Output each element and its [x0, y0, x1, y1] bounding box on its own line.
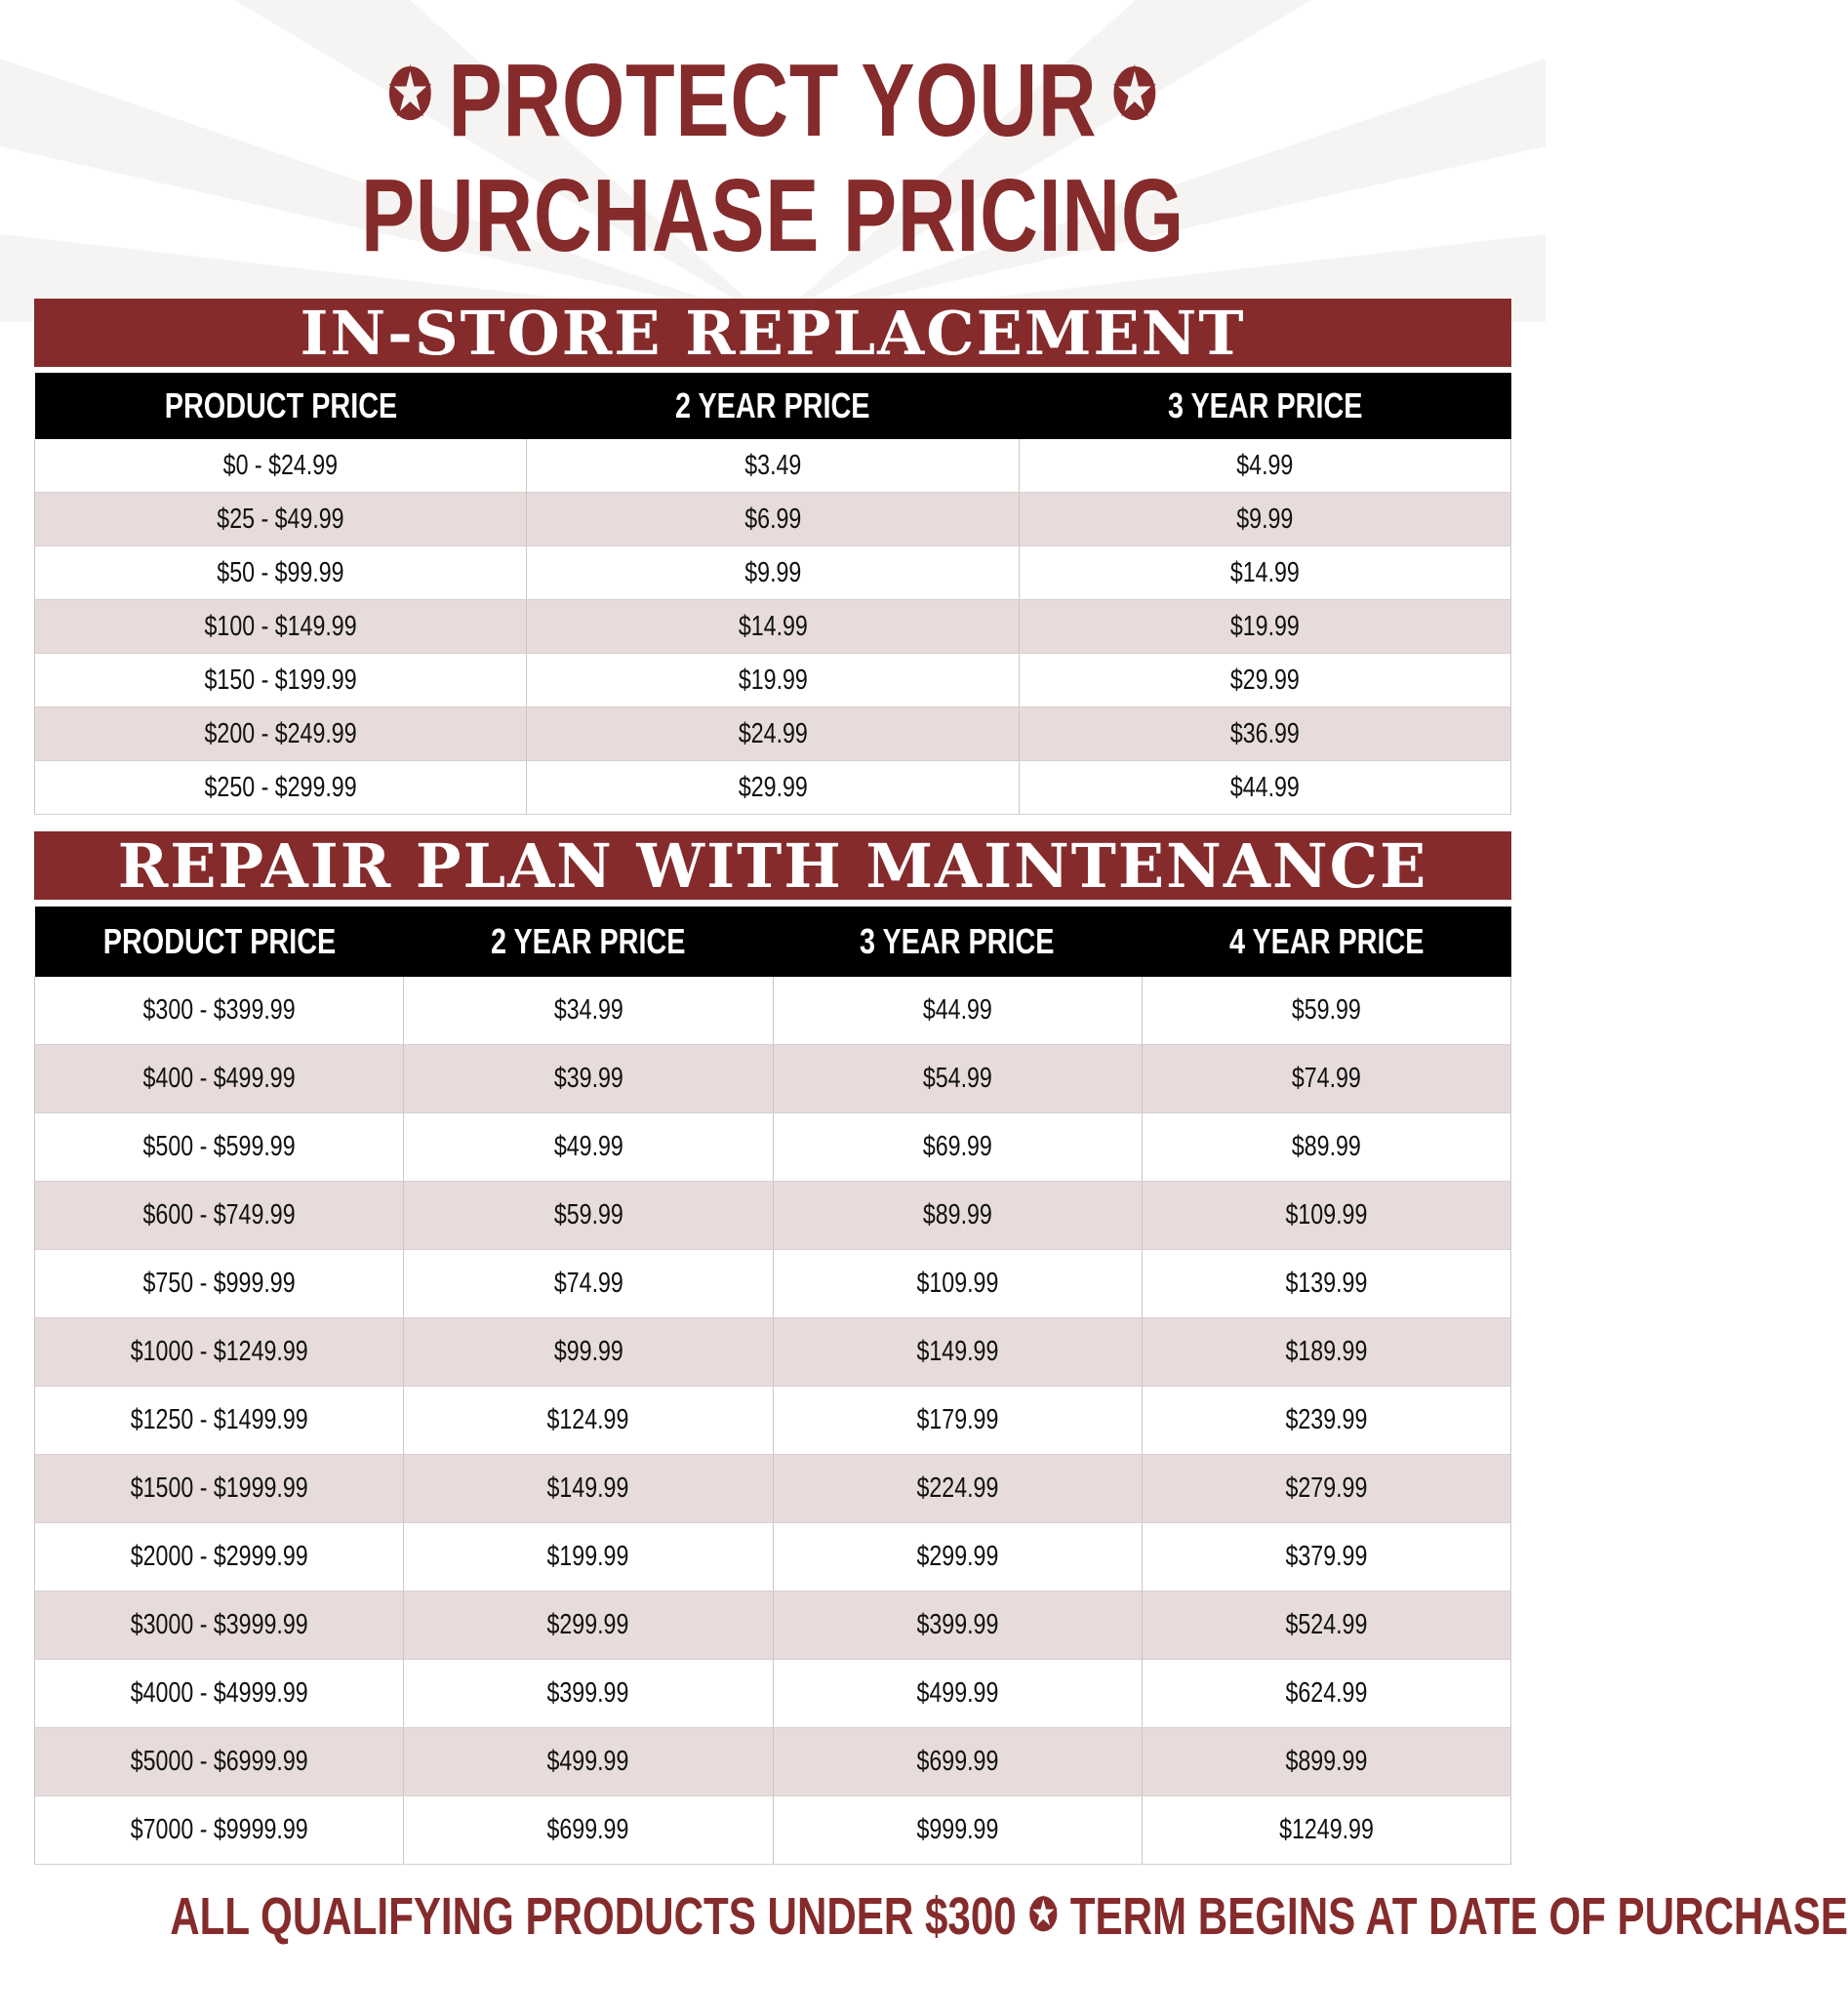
table-cell: $9.99 — [527, 546, 1019, 600]
table-cell: $699.99 — [773, 1728, 1142, 1796]
table-cell: $14.99 — [1019, 546, 1510, 600]
table-cell: $5000 - $6999.99 — [35, 1728, 404, 1796]
table-cell: $149.99 — [773, 1318, 1142, 1387]
table-cell: $74.99 — [1142, 1045, 1510, 1113]
table-row — [35, 1113, 1511, 1182]
column-header: PRODUCT PRICE — [35, 373, 527, 439]
table-header-row — [35, 373, 1511, 439]
in-store-replacement-table — [34, 373, 1511, 815]
table-cell: $89.99 — [1142, 1113, 1510, 1182]
table-row — [35, 546, 1511, 600]
table-cell: $14.99 — [527, 600, 1019, 654]
table-cell: $524.99 — [1142, 1592, 1510, 1660]
footer-note — [170, 1883, 1848, 1948]
table-cell: $29.99 — [1019, 654, 1510, 707]
table-cell: $150 - $199.99 — [35, 654, 527, 707]
table-cell: $299.99 — [773, 1523, 1142, 1592]
table-cell: $4.99 — [1019, 439, 1510, 493]
table-cell: $1250 - $1499.99 — [35, 1387, 404, 1455]
table-header-row — [35, 907, 1511, 977]
table-cell: $600 - $749.99 — [35, 1182, 404, 1250]
table-row — [35, 761, 1511, 815]
table-cell: $399.99 — [404, 1660, 773, 1728]
table-cell: $239.99 — [1142, 1387, 1510, 1455]
repair-plan-heading: REPAIR PLAN WITH MAINTENANCE — [34, 831, 1511, 900]
table-cell: $9.99 — [1019, 493, 1510, 546]
table-cell: $0 - $24.99 — [35, 439, 527, 493]
table-row — [35, 1387, 1511, 1455]
table-cell: $379.99 — [1142, 1523, 1510, 1592]
table-row — [35, 1592, 1511, 1660]
table-cell: $500 - $599.99 — [35, 1113, 404, 1182]
table-row — [35, 1796, 1511, 1865]
column-header: 3 YEAR PRICE — [773, 907, 1142, 977]
table-cell: $149.99 — [404, 1455, 773, 1523]
table-cell: $199.99 — [404, 1523, 773, 1592]
table-row — [35, 1045, 1511, 1113]
title-line-1 — [170, 37, 1376, 158]
table-row — [35, 707, 1511, 761]
column-header: 2 YEAR PRICE — [404, 907, 773, 977]
table-cell: $189.99 — [1142, 1318, 1510, 1387]
table-row — [35, 439, 1511, 493]
star-icon: ✪ — [387, 57, 434, 133]
table-cell: $59.99 — [404, 1182, 773, 1250]
table-cell: $4000 - $4999.99 — [35, 1660, 404, 1728]
table-row — [35, 600, 1511, 654]
table-cell: $24.99 — [527, 707, 1019, 761]
table-cell: $109.99 — [773, 1250, 1142, 1318]
table-cell: $139.99 — [1142, 1250, 1510, 1318]
table-cell: $6.99 — [527, 493, 1019, 546]
table-row — [35, 1455, 1511, 1523]
table-row — [35, 1182, 1511, 1250]
page-title — [170, 37, 1376, 273]
table-cell: $59.99 — [1142, 977, 1510, 1045]
table-cell: $224.99 — [773, 1455, 1142, 1523]
table-cell: $109.99 — [1142, 1182, 1510, 1250]
table-cell: $124.99 — [404, 1387, 773, 1455]
table-row — [35, 493, 1511, 546]
table-cell: $89.99 — [773, 1182, 1142, 1250]
table-cell: $3.49 — [527, 439, 1019, 493]
repair-plan-table — [34, 907, 1511, 1865]
table-cell: $100 - $149.99 — [35, 600, 527, 654]
table-cell: $400 - $499.99 — [35, 1045, 404, 1113]
footer-right-text: TERM BEGINS AT DATE OF PURCHASE — [1069, 1887, 1848, 1946]
table-cell: $299.99 — [404, 1592, 773, 1660]
table-cell: $50 - $99.99 — [35, 546, 527, 600]
table-cell: $44.99 — [1019, 761, 1510, 815]
table-cell: $3000 - $3999.99 — [35, 1592, 404, 1660]
table-cell: $279.99 — [1142, 1455, 1510, 1523]
table-row — [35, 654, 1511, 707]
table-cell: $250 - $299.99 — [35, 761, 527, 815]
table-cell: $36.99 — [1019, 707, 1510, 761]
table-row — [35, 977, 1511, 1045]
table-cell: $25 - $49.99 — [35, 493, 527, 546]
table-cell: $750 - $999.99 — [35, 1250, 404, 1318]
column-header: 2 YEAR PRICE — [527, 373, 1019, 439]
star-icon: ✪ — [1111, 57, 1158, 133]
table-cell: $19.99 — [527, 654, 1019, 707]
table-cell: $1249.99 — [1142, 1796, 1510, 1865]
table-row — [35, 1523, 1511, 1592]
table-cell: $499.99 — [404, 1728, 773, 1796]
table-cell: $49.99 — [404, 1113, 773, 1182]
table-cell: $1000 - $1249.99 — [35, 1318, 404, 1387]
column-header: PRODUCT PRICE — [35, 907, 404, 977]
table-row — [35, 1728, 1511, 1796]
table-cell: $2000 - $2999.99 — [35, 1523, 404, 1592]
table-cell: $69.99 — [773, 1113, 1142, 1182]
table-cell: $999.99 — [773, 1796, 1142, 1865]
column-header: 4 YEAR PRICE — [1142, 907, 1510, 977]
table-cell: $29.99 — [527, 761, 1019, 815]
table-cell: $179.99 — [773, 1387, 1142, 1455]
in-store-replacement-heading: IN-STORE REPLACEMENT — [34, 299, 1511, 367]
footer-left-text: ALL QUALIFYING PRODUCTS UNDER $300 — [170, 1887, 1017, 1946]
table-cell: $99.99 — [404, 1318, 773, 1387]
table-cell: $19.99 — [1019, 600, 1510, 654]
table-cell: $54.99 — [773, 1045, 1142, 1113]
column-header: 3 YEAR PRICE — [1019, 373, 1510, 439]
table-cell: $7000 - $9999.99 — [35, 1796, 404, 1865]
table-cell: $499.99 — [773, 1660, 1142, 1728]
table-cell: $300 - $399.99 — [35, 977, 404, 1045]
table-cell: $200 - $249.99 — [35, 707, 527, 761]
table-cell: $1500 - $1999.99 — [35, 1455, 404, 1523]
table-cell: $624.99 — [1142, 1660, 1510, 1728]
table-row — [35, 1318, 1511, 1387]
table-cell: $39.99 — [404, 1045, 773, 1113]
table-cell: $399.99 — [773, 1592, 1142, 1660]
table-cell: $34.99 — [404, 977, 773, 1045]
table-cell: $699.99 — [404, 1796, 773, 1865]
table-cell: $44.99 — [773, 977, 1142, 1045]
table-row — [35, 1660, 1511, 1728]
title-text-1: PROTECT YOUR — [448, 43, 1098, 158]
title-line-2: PURCHASE PRICING — [361, 158, 1185, 273]
table-row — [35, 1250, 1511, 1318]
table-cell: $899.99 — [1142, 1728, 1510, 1796]
table-cell: $74.99 — [404, 1250, 773, 1318]
star-icon: ✪ — [1028, 1889, 1059, 1940]
